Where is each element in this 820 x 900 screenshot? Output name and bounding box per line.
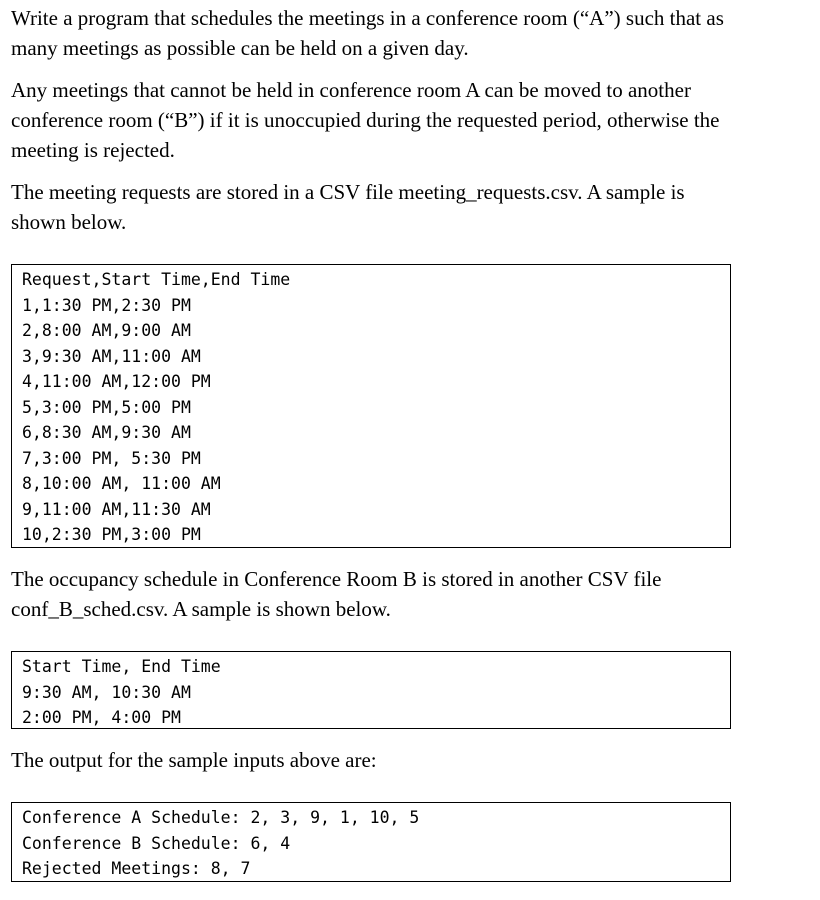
text-line: conference room (“B”) if it is unoccupied during the requested period, otherwise the	[11, 108, 720, 132]
csv-line: Start Time, End Time	[22, 657, 221, 676]
text-line: The output for the sample inputs above are:	[11, 748, 377, 772]
csv-line: 2:00 PM, 4:00 PM	[22, 708, 181, 727]
csv-line: 10,2:30 PM,3:00 PM	[22, 525, 201, 544]
output-line: Conference B Schedule: 6, 4	[22, 833, 291, 853]
output-intro-paragraph	[11, 745, 377, 775]
text-line: Write a program that schedules the meetings in a conference room (“A”) such that as	[11, 6, 724, 30]
csv-line: 8,10:00 AM, 11:00 AM	[22, 474, 221, 493]
csv-line: 7,3:00 PM, 5:30 PM	[22, 448, 201, 468]
room-b-schedule-csv-sample	[11, 651, 731, 729]
csv-line: 1,1:30 PM,2:30 PM	[22, 295, 191, 315]
intro-paragraph	[11, 3, 724, 63]
csv-line: 3,9:30 AM,11:00 AM	[22, 346, 201, 366]
csv-line: 6,8:30 AM,9:30 AM	[22, 423, 191, 442]
sample-output-block	[11, 802, 731, 882]
text-line: conf_B_sched.csv. A sample is shown below.	[11, 597, 391, 621]
requests-intro-paragraph	[11, 177, 685, 237]
csv-line: 2,8:00 AM,9:00 AM	[22, 321, 191, 340]
text-line: meeting is rejected.	[11, 138, 175, 162]
text-line: The meeting requests are stored in a CSV file meeting_requests.csv. A sample is	[11, 180, 685, 204]
csv-line: Request,Start Time,End Time	[22, 270, 291, 289]
meeting-requests-csv-sample	[11, 264, 731, 548]
output-line: Conference A Schedule: 2, 3, 9, 1, 10, 5	[22, 808, 420, 827]
text-line: The occupancy schedule in Conference Room B is stored in another CSV file	[11, 567, 662, 591]
room-b-intro-paragraph	[11, 564, 661, 624]
csv-line: 5,3:00 PM,5:00 PM	[22, 397, 191, 417]
text-line: many meetings as possible can be held on a given day.	[11, 36, 469, 60]
csv-line: 9:30 AM, 10:30 AM	[22, 682, 191, 702]
csv-line: 4,11:00 AM,12:00 PM	[22, 372, 211, 391]
text-line: Any meetings that cannot be held in conference room A can be moved to another	[11, 78, 691, 102]
room-b-rule-paragraph	[11, 75, 720, 165]
output-line: Rejected Meetings: 8, 7	[22, 859, 251, 878]
text-line: shown below.	[11, 210, 127, 234]
csv-line: 9,11:00 AM,11:30 AM	[22, 499, 211, 519]
